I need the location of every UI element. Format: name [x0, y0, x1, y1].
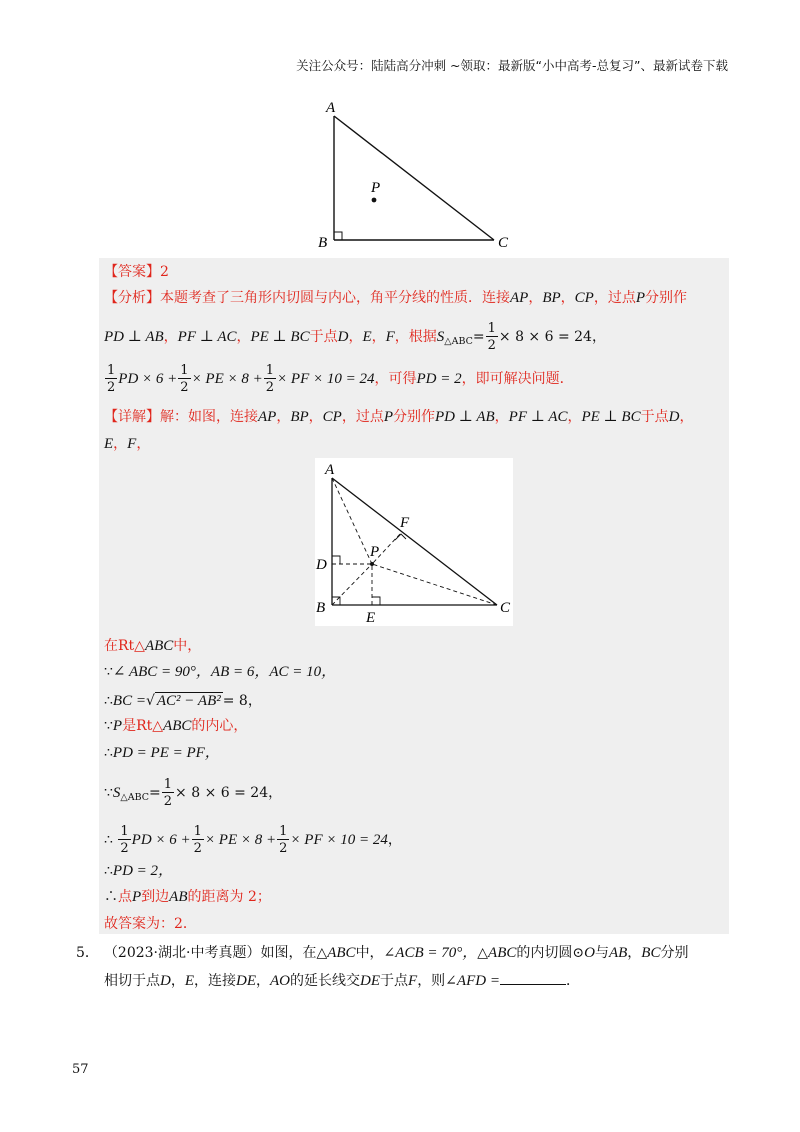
- label-e: E: [366, 610, 376, 626]
- question-5-line-1: 5． （2023·湖北·中考真题）如图，在△ABC中，∠ACB = 70°，△ABC的内切圆⊙O与AB，BC分别: [76, 945, 689, 961]
- label-p: P: [370, 544, 380, 560]
- step-area: $\because S_{\triangle ABC}=$ $\frac{1}{2}$ × 8 × 6 = 24，: [104, 777, 283, 809]
- analysis-line-3: $\frac{1}{2}$ PD × 6 + $\frac{1}{2}$ × PE × 8 + $\frac{1}{2}$ × PF × 10 = 24，可得PD = 2，即可解决问题．: [107, 363, 574, 395]
- step-given: ∵∠ ABC = 90°，AB = 6，AC = 10，: [104, 664, 337, 680]
- label-b: B: [318, 235, 328, 251]
- step-equal: ∴PD = PE = PF，: [104, 745, 220, 761]
- analysis-line-2: PD ⊥ AB，PF ⊥ AC，PE ⊥ BC于点D，E，F，根据$S_{\triangle ABC}=$ $\frac{1}{2}$ × 8 × 6 = 24，: [104, 321, 606, 353]
- answer-blank[interactable]: [500, 972, 566, 985]
- label-a: A: [325, 462, 335, 478]
- label-c: C: [498, 235, 509, 251]
- label-p: P: [371, 180, 381, 196]
- label-b: B: [316, 600, 326, 616]
- step-bc: ∴BC =√ AC² − AB² = 8，: [104, 693, 262, 709]
- detail-line-1: 【详解】解：如图，连接AP，BP，CP，过点P分别作PD ⊥ AB，PF ⊥ AC，PE ⊥ BC于点D，: [104, 409, 694, 425]
- question-5-line-2: 相切于点D，E，连接DE，AO的延长线交DE于点F，则∠AFD = ．: [104, 973, 580, 989]
- step-sum: ∴ $\frac{1}{2}$ PD × 6 + $\frac{1}{2}$ × PE × 8 + $\frac{1}{2}$ × PF × 10 = 24，: [104, 824, 402, 856]
- page-number: 57: [72, 1062, 89, 1077]
- figure-incircle: [315, 458, 513, 626]
- step-pd: ∴PD = 2，: [104, 863, 174, 879]
- answer-line: 【答案】2: [104, 264, 169, 280]
- figure-triangle-abc: [310, 96, 520, 254]
- step-distance: ∴点P到边AB的距离为 2；: [104, 889, 271, 905]
- label-d: D: [316, 557, 327, 573]
- step-incenter: ∵P是Rt△ABC的内心，: [104, 718, 248, 734]
- step-rt: 在Rt△ABC中，: [104, 638, 202, 654]
- final-answer: 故答案为：2．: [104, 916, 197, 932]
- detail-line-2: E，F，: [104, 436, 151, 452]
- page-header: 关注公众号：陆陆高分冲刺 ~领取：最新版“小中高考-总复习”、最新试卷下载: [296, 58, 728, 73]
- analysis-line-1: 【分析】本题考查了三角形内切圆与内心，角平分线的性质．连接AP，BP，CP，过点P分别作: [104, 290, 687, 306]
- label-c: C: [500, 600, 511, 616]
- label-a: A: [326, 100, 336, 116]
- label-f: F: [400, 515, 410, 531]
